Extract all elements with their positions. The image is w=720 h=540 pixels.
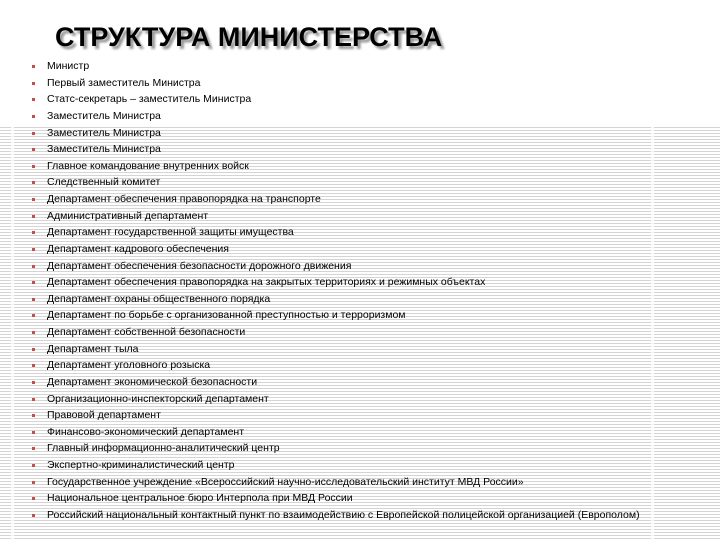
list-item [0,158,640,175]
bullet-icon [32,265,35,268]
list-item-label: Департамент кадрового обеспечения [47,242,229,255]
list-item [0,307,640,324]
bullet-icon [32,314,35,317]
list-item [0,141,640,158]
bullet-icon [32,381,35,384]
bullet-icon [32,398,35,401]
list-item [0,125,640,142]
list-item [0,507,640,524]
list-item-label: Департамент охраны общественного порядка [47,292,271,305]
list-item-label: Заместитель Министра [47,126,161,139]
list-item-label: Организационно-инспекторский департамент [47,392,269,405]
bullet-icon [32,98,35,101]
list-item [0,174,640,191]
list-item [0,274,640,291]
list-item-label: Финансово-экономический департамент [47,425,245,438]
bullet-icon [32,215,35,218]
bullet-icon [32,65,35,68]
bullet-icon [32,431,35,434]
bullet-icon [32,165,35,168]
list-item [0,75,640,92]
bullet-icon [32,364,35,367]
list-item-label: Департамент обеспечения правопорядка на транспорте [47,193,321,205]
background-divider [651,127,654,540]
list-item-label: Национальное центральное бюро Интерпола при МВД России [47,492,353,505]
list-item [0,474,640,491]
list-item [0,341,640,358]
list-item-label: Заместитель Министра [47,143,161,156]
list-item-label: Департамент по борьбе с организованной преступностью и терроризмом [47,309,406,322]
bullet-icon [32,248,35,251]
list-item-label: Департамент обеспечения безопасности дорожного движения [47,259,352,272]
list-item [0,440,640,457]
bullet-icon [32,464,35,467]
bullet-icon [32,331,35,334]
list-item [0,241,640,258]
bullet-icon [32,115,35,118]
list-item [0,407,640,424]
bullet-icon [32,481,35,484]
list-item [0,324,640,341]
bullet-icon [32,514,35,517]
list-item-label: Департамент экономической безопасности [47,375,258,388]
bullet-icon [32,497,35,500]
list-item [0,357,640,374]
bullet-icon [32,82,35,85]
bullet-icon [32,198,35,201]
list-item [0,108,640,125]
list-item-label: Главный информационно-аналитический центр [47,442,280,455]
list-item-label: Экспертно-криминалистический центр [47,459,235,471]
list-item [0,224,640,241]
bullet-icon [32,281,35,284]
list-item [0,208,640,225]
list-item [0,424,640,441]
list-item-label: Следственный комитет [47,176,161,189]
structure-list [0,58,640,524]
list-item [0,391,640,408]
bullet-icon [32,298,35,301]
list-item-label: Административный департамент [47,209,209,222]
bullet-icon [32,414,35,417]
list-item-label: Российский национальный контактный пункт по взаимодействию с Европейской полицейской организацией (Европолом) [47,508,640,521]
bullet-icon [32,148,35,151]
list-item-label: Главное командование внутренних войск [47,159,249,172]
bullet-icon [32,231,35,234]
list-item-label: Министр [47,60,90,72]
list-item-label: Государственное учреждение «Всероссийский научно-исследовательский институт МВД России» [47,475,524,488]
list-item-label: Департамент государственной защиты имущества [47,226,294,239]
list-item-label: Заместитель Министра [47,109,161,122]
list-item [0,258,640,275]
list-item-label: Департамент обеспечения правопорядка на закрытых территориях и режимных объектах [47,276,486,289]
bullet-icon [32,348,35,351]
list-item-label: Департамент собственной безопасности [47,326,246,338]
list-item-label: Первый заместитель Министра [47,76,201,89]
list-item-label: Департамент тыла [47,342,139,355]
bullet-icon [32,447,35,450]
list-item-label: Статс-секретарь – заместитель Министра [47,93,252,106]
list-item-label: Департамент уголовного розыска [47,359,211,372]
slide-title: СТРУКТУРА МИНИСТЕРСТВА [55,22,443,52]
list-item [0,291,640,308]
list-item [0,191,640,208]
list-item [0,58,640,75]
list-item-label: Правовой департамент [47,409,161,422]
bullet-icon [32,181,35,184]
list-item [0,457,640,474]
list-item [0,490,640,507]
list-item [0,374,640,391]
list-item [0,91,640,108]
bullet-icon [32,132,35,135]
